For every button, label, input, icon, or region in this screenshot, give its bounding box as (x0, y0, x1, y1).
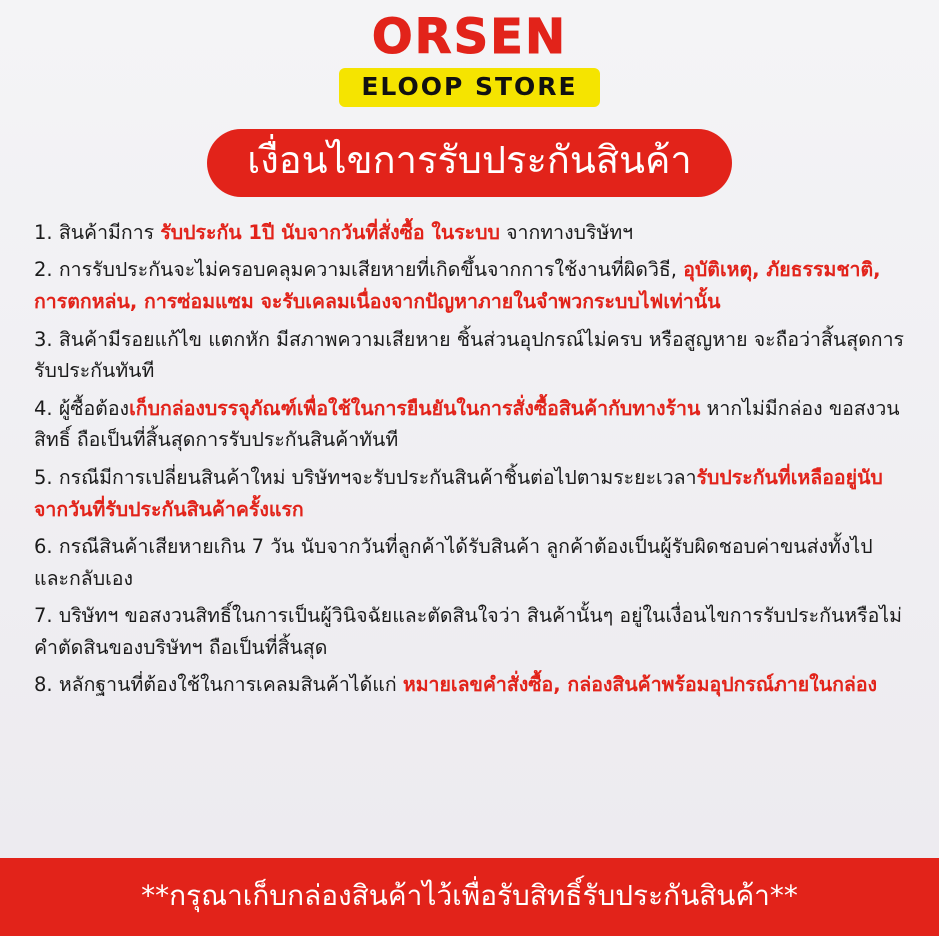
term-text: บริษัทฯ ขอสงวนสิทธิ์ในการเป็นผู้วินิจฉัยและตัดสินใจว่า สินค้านั้นๆ อยู่ในเงื่อนไขการรับประกันหรือไม่ คำตัดสินของบริษัทฯ ถือเป็นที่สิ้นสุด (34, 604, 902, 659)
terms-list (0, 197, 939, 701)
term-item (34, 600, 905, 663)
term-item (34, 462, 905, 525)
term-number: 2. (34, 258, 59, 282)
term-text-highlight: หมายเลขคำสั่งซื้อ, กล่องสินค้าพร้อมอุปกรณ์ภายในกล่อง (402, 673, 878, 697)
term-text: หากไม่มีกล่อง ขอสงวนสิทธิ์ ถือเป็นที่สิ้นสุดการรับประกันสินค้าทันที (34, 396, 900, 452)
term-text: ผู้ซื้อต้อง (58, 396, 130, 420)
term-text: การรับประกันจะไม่ครอบคลุมความเสียหายที่เกิดขึ้นจากการใช้งานที่ผิดวิธี, (58, 258, 684, 282)
term-text-highlight: รับประกันที่เหลืออยู่นับจากวันที่รับประกันสินค้าครั้งแรก (34, 465, 883, 521)
brand-logo: ORSEN (371, 9, 568, 65)
title-wrap (0, 129, 939, 197)
term-number: 8. (34, 673, 59, 697)
term-text: หลักฐานที่ต้องใช้ในการเคลมสินค้าได้แก่ (58, 673, 403, 697)
term-text: สินค้ามีรอยแก้ไข แตกหัก มีสภาพความเสียหาย ชิ้นส่วนอุปกรณ์ไม่ครบ หรือสูญหาย จะถือว่าสิ้นสุดการรับประกันทันที (34, 327, 905, 383)
term-text: จากทางบริษัทฯ (499, 220, 634, 244)
page-title: เงื่อนไขการรับประกันสินค้า (207, 129, 732, 197)
term-number: 6. (34, 535, 59, 559)
term-text-highlight: รับประกัน 1ปี นับจากวันที่สั่งซื้อ ในระบบ (160, 220, 500, 244)
store-badge: ELOOP STORE (339, 68, 599, 107)
term-item (34, 324, 905, 387)
term-item (34, 531, 905, 594)
footer-note: **กรุณาเก็บกล่องสินค้าไว้เพื่อรับสิทธิ์รับประกันสินค้า** (0, 858, 939, 936)
term-item (34, 217, 905, 249)
term-text: สินค้ามีการ (58, 220, 161, 244)
term-item (34, 393, 905, 456)
logo-block (0, 0, 939, 107)
term-text: กรณีสินค้าเสียหายเกิน 7 วัน นับจากวันที่ลูกค้าได้รับสินค้า ลูกค้าต้องเป็นผู้รับผิดชอบค่าขนส่งทั้งไปและกลับเอง (34, 535, 873, 590)
term-number: 5. (34, 465, 59, 489)
term-item (34, 669, 905, 701)
term-text: กรณีมีการเปลี่ยนสินค้าใหม่ บริษัทฯจะรับประกันสินค้าชิ้นต่อไปตามระยะเวลา (58, 465, 697, 489)
term-number: 3. (34, 327, 59, 351)
term-text-highlight: อุบัติเหตุ, ภัยธรรมชาติ, การตกหล่น, การซ่อมแซม จะรับเคลมเนื่องจากปัญหาภายในจำพวกระบบไฟเท่านั้น (34, 258, 881, 314)
term-text-highlight: เก็บกล่องบรรจุภัณฑ์เพื่อใช้ในการยืนยันในการสั่งซื้อสินค้ากับทางร้าน (129, 396, 701, 420)
term-item (34, 254, 905, 317)
term-number: 4. (34, 396, 59, 420)
term-number: 7. (34, 604, 59, 628)
term-number: 1. (34, 220, 59, 244)
